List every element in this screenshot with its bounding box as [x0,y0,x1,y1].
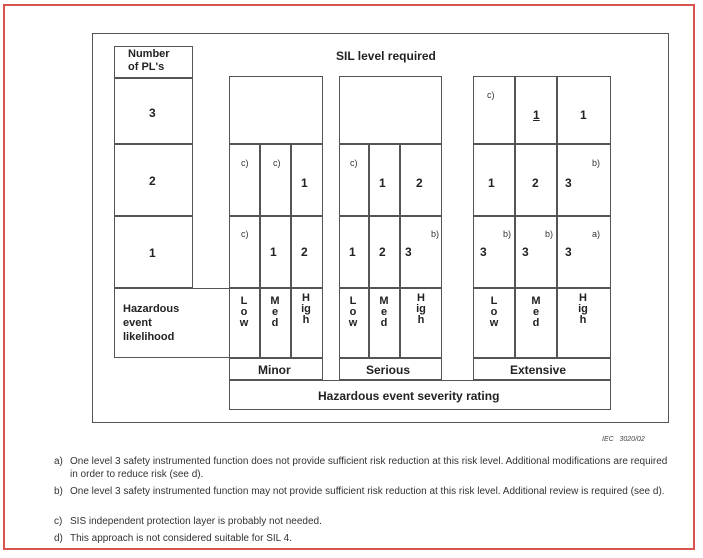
minor-r1-low [229,216,260,288]
note-b-key: b) [54,486,63,497]
note-a-key: a) [54,456,63,467]
serious-low-label: Low [348,295,358,329]
extensive-r1-low-note: b) [503,229,512,239]
serious-r3-empty [339,76,442,144]
serious-r1-high-value: 3 [405,245,412,259]
minor-r1-med-value: 1 [270,245,277,259]
extensive-severity-label: Extensive [510,363,567,377]
minor-med-label: Med [270,295,280,329]
extensive-r1-high-note: a) [592,229,601,239]
minor-r2-med [260,144,291,216]
note-d-text: This approach is not considered suitable for SIL 4. [70,533,292,544]
serious-r2-med-value: 1 [379,176,386,190]
severity-rating-label: Hazardous event severity rating [318,389,500,403]
note-a-text: One level 3 safety instrumented function does not provide sufficient risk reduction at this risk level. Additional modifications are required in order to reduce risk (see d). [70,456,668,480]
sil-level-required-title: SIL level required [336,49,436,63]
extensive-r2-low-value: 1 [488,176,495,190]
minor-r2-low-note: c) [241,158,249,168]
extensive-r3-high-value: 1 [580,108,587,122]
figure-reference: IEC 3020/02 [602,436,645,443]
pls-header-label: Number of PL's [128,48,170,73]
extensive-high-label: High [578,292,588,326]
extensive-r2-high-note: b) [592,158,601,168]
minor-high-label: High [301,292,311,326]
minor-r2-med-note: c) [273,158,281,168]
serious-r1-med-value: 2 [379,245,386,259]
extensive-med-label: Med [531,295,541,329]
note-d-key: d) [54,533,63,544]
minor-r2-low [229,144,260,216]
minor-r1-high-value: 2 [301,245,308,259]
serious-r2-low [339,144,369,216]
extensive-r1-med-note: b) [545,229,554,239]
extensive-r2-high-value: 3 [565,176,572,190]
extensive-r2-med-value: 2 [532,176,539,190]
note-b-text: One level 3 safety instrumented function may not provide sufficient risk reduction at this risk level. Additional review is required (see d). [70,486,665,497]
minor-r2-high-value: 1 [301,176,308,190]
pls-3-label: 3 [149,106,156,120]
extensive-r1-med-value: 3 [522,245,529,259]
serious-r2-high-value: 2 [416,176,423,190]
extensive-r3-low-note: c) [487,90,495,100]
extensive-r3-low [473,76,515,144]
pls-2-label: 2 [149,174,156,188]
minor-r1-low-note: c) [241,229,249,239]
serious-r1-high-note: b) [431,229,440,239]
minor-severity-label: Minor [258,363,291,377]
extensive-r1-high-value: 3 [565,245,572,259]
serious-severity-label: Serious [366,363,411,377]
extensive-low-label: Low [489,295,499,329]
note-c-text: SIS independent protection layer is probably not needed. [70,516,322,527]
pls-1-label: 1 [149,246,156,260]
likelihood-label: Hazardous event likelihood [123,303,180,343]
note-c-key: c) [54,516,63,527]
serious-high-label: High [416,292,426,326]
minor-r3-empty [229,76,323,144]
serious-r1-low-value: 1 [349,245,356,259]
serious-r2-low-note: c) [350,158,358,168]
minor-low-label: Low [239,295,249,329]
extensive-r3-med-value: 1 [533,108,540,122]
serious-med-label: Med [379,295,389,329]
extensive-r1-low-value: 3 [480,245,487,259]
